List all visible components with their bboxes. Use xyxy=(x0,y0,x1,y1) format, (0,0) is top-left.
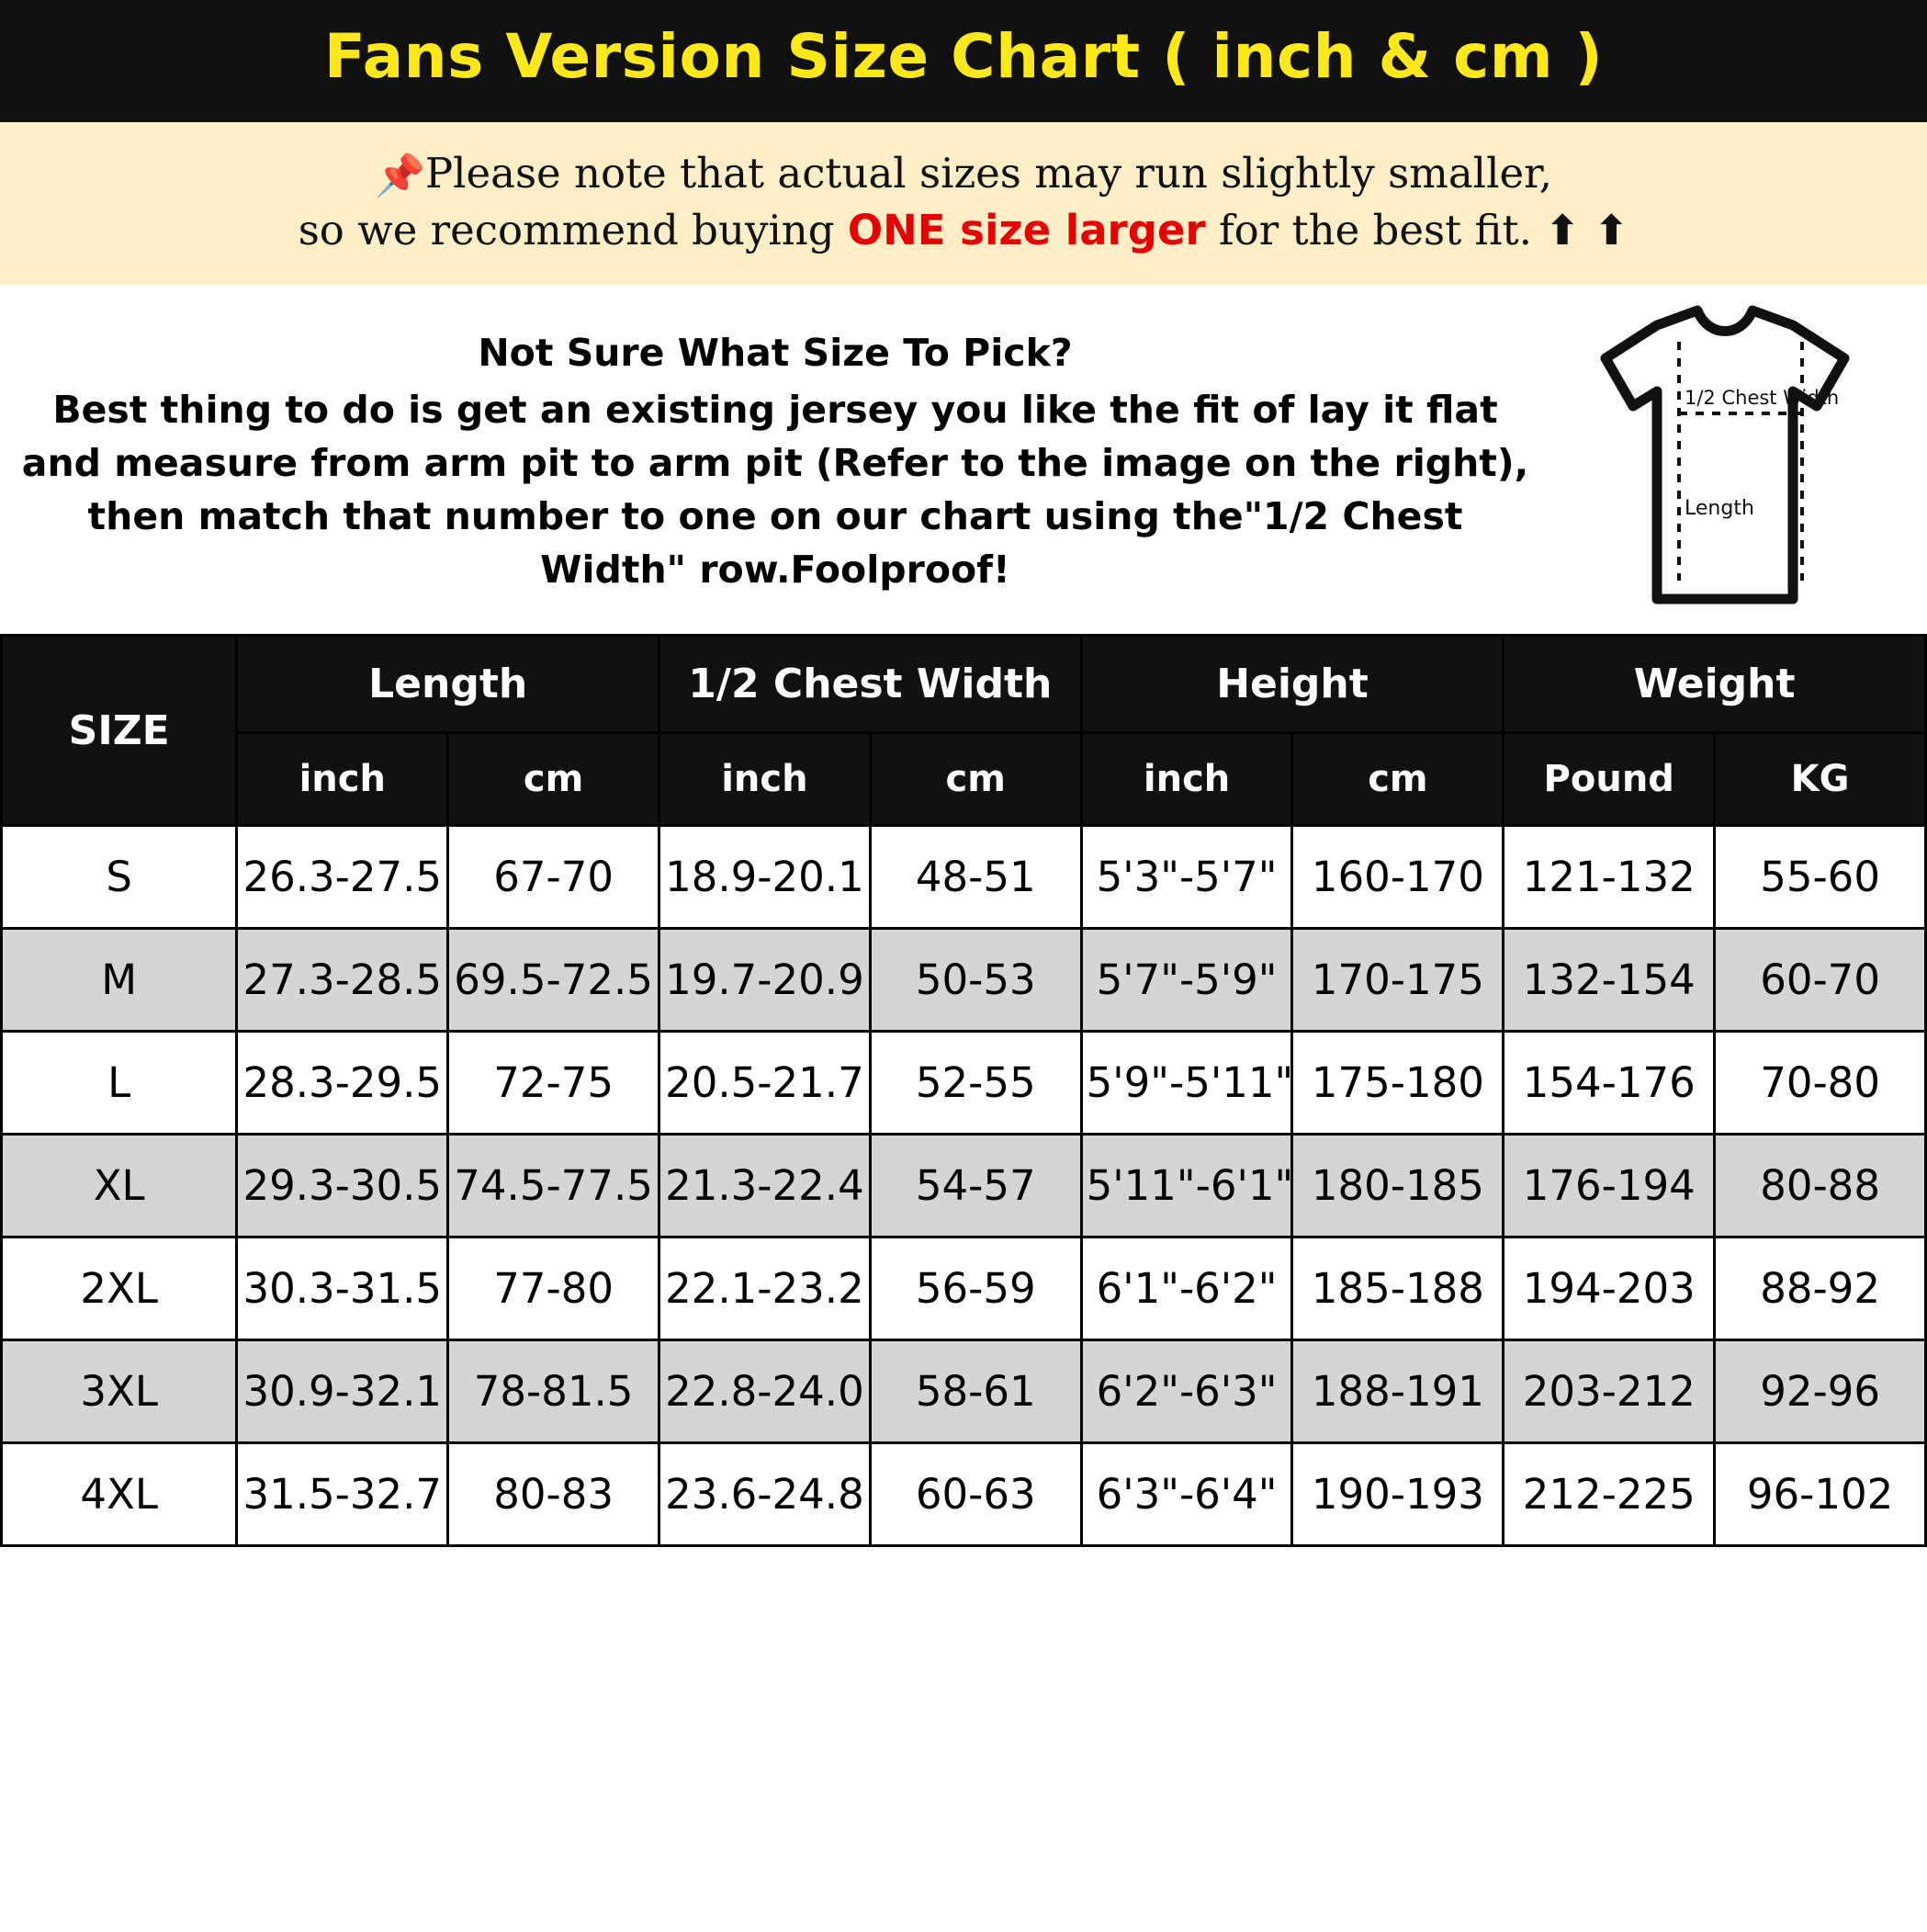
cell-height-cm: 180-185 xyxy=(1292,1135,1504,1237)
cell-size: XL xyxy=(2,1135,237,1237)
table-row xyxy=(2,1340,1926,1443)
cell-height-inch: 6'3"-6'4" xyxy=(1081,1443,1292,1546)
cell-weight-pound: 212-225 xyxy=(1504,1443,1715,1546)
cell-length-inch: 27.3-28.5 xyxy=(237,929,448,1032)
cell-size: 3XL xyxy=(2,1340,237,1443)
note-line-2 xyxy=(37,203,1890,257)
table-header-unit-row xyxy=(2,733,1926,826)
cell-chest-inch: 18.9-20.1 xyxy=(659,826,871,929)
header-length-inch: inch xyxy=(237,733,448,826)
cell-length-cm: 67-70 xyxy=(448,826,659,929)
cell-weight-pound: 194-203 xyxy=(1504,1237,1715,1340)
cell-weight-kg: 96-102 xyxy=(1715,1443,1926,1546)
tshirt-icon xyxy=(1541,305,1909,617)
cell-chest-cm: 60-63 xyxy=(870,1443,1081,1546)
cell-size: 2XL xyxy=(2,1237,237,1340)
table-row xyxy=(2,1443,1926,1546)
cell-height-cm: 175-180 xyxy=(1292,1032,1504,1135)
cell-chest-inch: 20.5-21.7 xyxy=(659,1032,871,1135)
table-row xyxy=(2,1032,1926,1135)
cell-chest-inch: 19.7-20.9 xyxy=(659,929,871,1032)
cell-chest-cm: 54-57 xyxy=(870,1135,1081,1237)
header-chest-width: 1/2 Chest Width xyxy=(659,636,1082,733)
header-chest-cm: cm xyxy=(870,733,1081,826)
length-label: Length xyxy=(1685,497,1754,521)
cell-length-inch: 30.9-32.1 xyxy=(237,1340,448,1443)
table-row xyxy=(2,1135,1926,1237)
cell-weight-kg: 60-70 xyxy=(1715,929,1926,1032)
header-size: SIZE xyxy=(2,636,237,826)
cell-size: S xyxy=(2,826,237,929)
cell-chest-cm: 48-51 xyxy=(870,826,1081,929)
cell-chest-cm: 56-59 xyxy=(870,1237,1081,1340)
cell-weight-kg: 92-96 xyxy=(1715,1340,1926,1443)
cell-chest-inch: 23.6-24.8 xyxy=(659,1443,871,1546)
cell-length-inch: 31.5-32.7 xyxy=(237,1443,448,1546)
cell-height-cm: 170-175 xyxy=(1292,929,1504,1032)
chart-banner xyxy=(0,0,1927,122)
cell-chest-cm: 58-61 xyxy=(870,1340,1081,1443)
page-title: Fans Version Size Chart ( inch & cm ) xyxy=(323,21,1604,92)
cell-height-inch: 5'7"-5'9" xyxy=(1081,929,1292,1032)
note-line-1 xyxy=(37,146,1890,203)
cell-height-cm: 188-191 xyxy=(1292,1340,1504,1443)
header-height-cm: cm xyxy=(1292,733,1504,826)
header-height-inch: inch xyxy=(1081,733,1292,826)
pushpin-icon: 📌 xyxy=(375,152,425,199)
cell-size: M xyxy=(2,929,237,1032)
cell-height-cm: 160-170 xyxy=(1292,826,1504,929)
advice-body: Best thing to do is get an existing jersey you like the fit of lay it flat and measure from arm pit to arm pit (Refer to the image on the right), then match that number to one on our chart using the"1/2 Chest Width" row.Foolproof! xyxy=(21,387,1529,593)
cell-height-inch: 5'9"-5'11" xyxy=(1081,1032,1292,1135)
cell-height-inch: 6'2"-6'3" xyxy=(1081,1340,1292,1443)
table-header-group-row xyxy=(2,636,1926,733)
cell-length-inch: 26.3-27.5 xyxy=(237,826,448,929)
cell-chest-cm: 50-53 xyxy=(870,929,1081,1032)
header-weight-pound: Pound xyxy=(1504,733,1715,826)
cell-chest-cm: 52-55 xyxy=(870,1032,1081,1135)
cell-chest-inch: 21.3-22.4 xyxy=(659,1135,871,1237)
note-line-1-text: Please note that actual sizes may run slightly smaller, xyxy=(424,148,1552,198)
cell-weight-kg: 55-60 xyxy=(1715,826,1926,929)
header-weight-kg: KG xyxy=(1715,733,1926,826)
size-table-body xyxy=(2,826,1926,1546)
cell-weight-kg: 88-92 xyxy=(1715,1237,1926,1340)
tshirt-diagram xyxy=(1532,305,1918,617)
cell-height-cm: 185-188 xyxy=(1292,1237,1504,1340)
sizing-advice xyxy=(0,285,1927,634)
table-row xyxy=(2,929,1926,1032)
cell-size: 4XL xyxy=(2,1443,237,1546)
cell-weight-pound: 203-212 xyxy=(1504,1340,1715,1443)
size-note xyxy=(0,122,1927,285)
cell-length-inch: 28.3-29.5 xyxy=(237,1032,448,1135)
cell-length-cm: 78-81.5 xyxy=(448,1340,659,1443)
advice-text-block xyxy=(9,326,1532,597)
cell-length-cm: 77-80 xyxy=(448,1237,659,1340)
header-length: Length xyxy=(237,636,659,733)
cell-height-inch: 6'1"-6'2" xyxy=(1081,1237,1292,1340)
note-line-2-prefix: so we recommend buying xyxy=(298,205,848,254)
header-chest-inch: inch xyxy=(659,733,871,826)
cell-length-cm: 80-83 xyxy=(448,1443,659,1546)
header-weight: Weight xyxy=(1504,636,1926,733)
table-row xyxy=(2,826,1926,929)
cell-weight-kg: 70-80 xyxy=(1715,1032,1926,1135)
cell-weight-pound: 121-132 xyxy=(1504,826,1715,929)
cell-weight-pound: 132-154 xyxy=(1504,929,1715,1032)
cell-length-cm: 74.5-77.5 xyxy=(448,1135,659,1237)
cell-weight-pound: 176-194 xyxy=(1504,1135,1715,1237)
up-arrows-icon: ⬆ ⬆ xyxy=(1545,205,1629,254)
header-height: Height xyxy=(1081,636,1504,733)
cell-height-cm: 190-193 xyxy=(1292,1443,1504,1546)
size-table xyxy=(0,634,1927,1547)
header-length-cm: cm xyxy=(448,733,659,826)
chest-width-label: 1/2 Chest Width xyxy=(1685,387,1840,410)
cell-length-cm: 72-75 xyxy=(448,1032,659,1135)
cell-height-inch: 5'3"-5'7" xyxy=(1081,826,1292,929)
cell-length-inch: 30.3-31.5 xyxy=(237,1237,448,1340)
table-row xyxy=(2,1237,1926,1340)
cell-size: L xyxy=(2,1032,237,1135)
note-line-2-suffix: for the best fit. xyxy=(1205,205,1546,254)
cell-chest-inch: 22.8-24.0 xyxy=(659,1340,871,1443)
cell-weight-pound: 154-176 xyxy=(1504,1032,1715,1135)
advice-headline: Not Sure What Size To Pick? xyxy=(478,330,1073,375)
cell-length-inch: 29.3-30.5 xyxy=(237,1135,448,1237)
cell-weight-kg: 80-88 xyxy=(1715,1135,1926,1237)
cell-height-inch: 5'11"-6'1" xyxy=(1081,1135,1292,1237)
cell-chest-inch: 22.1-23.2 xyxy=(659,1237,871,1340)
cell-length-cm: 69.5-72.5 xyxy=(448,929,659,1032)
note-emphasis: ONE size larger xyxy=(847,205,1206,254)
size-table-head xyxy=(2,636,1926,826)
